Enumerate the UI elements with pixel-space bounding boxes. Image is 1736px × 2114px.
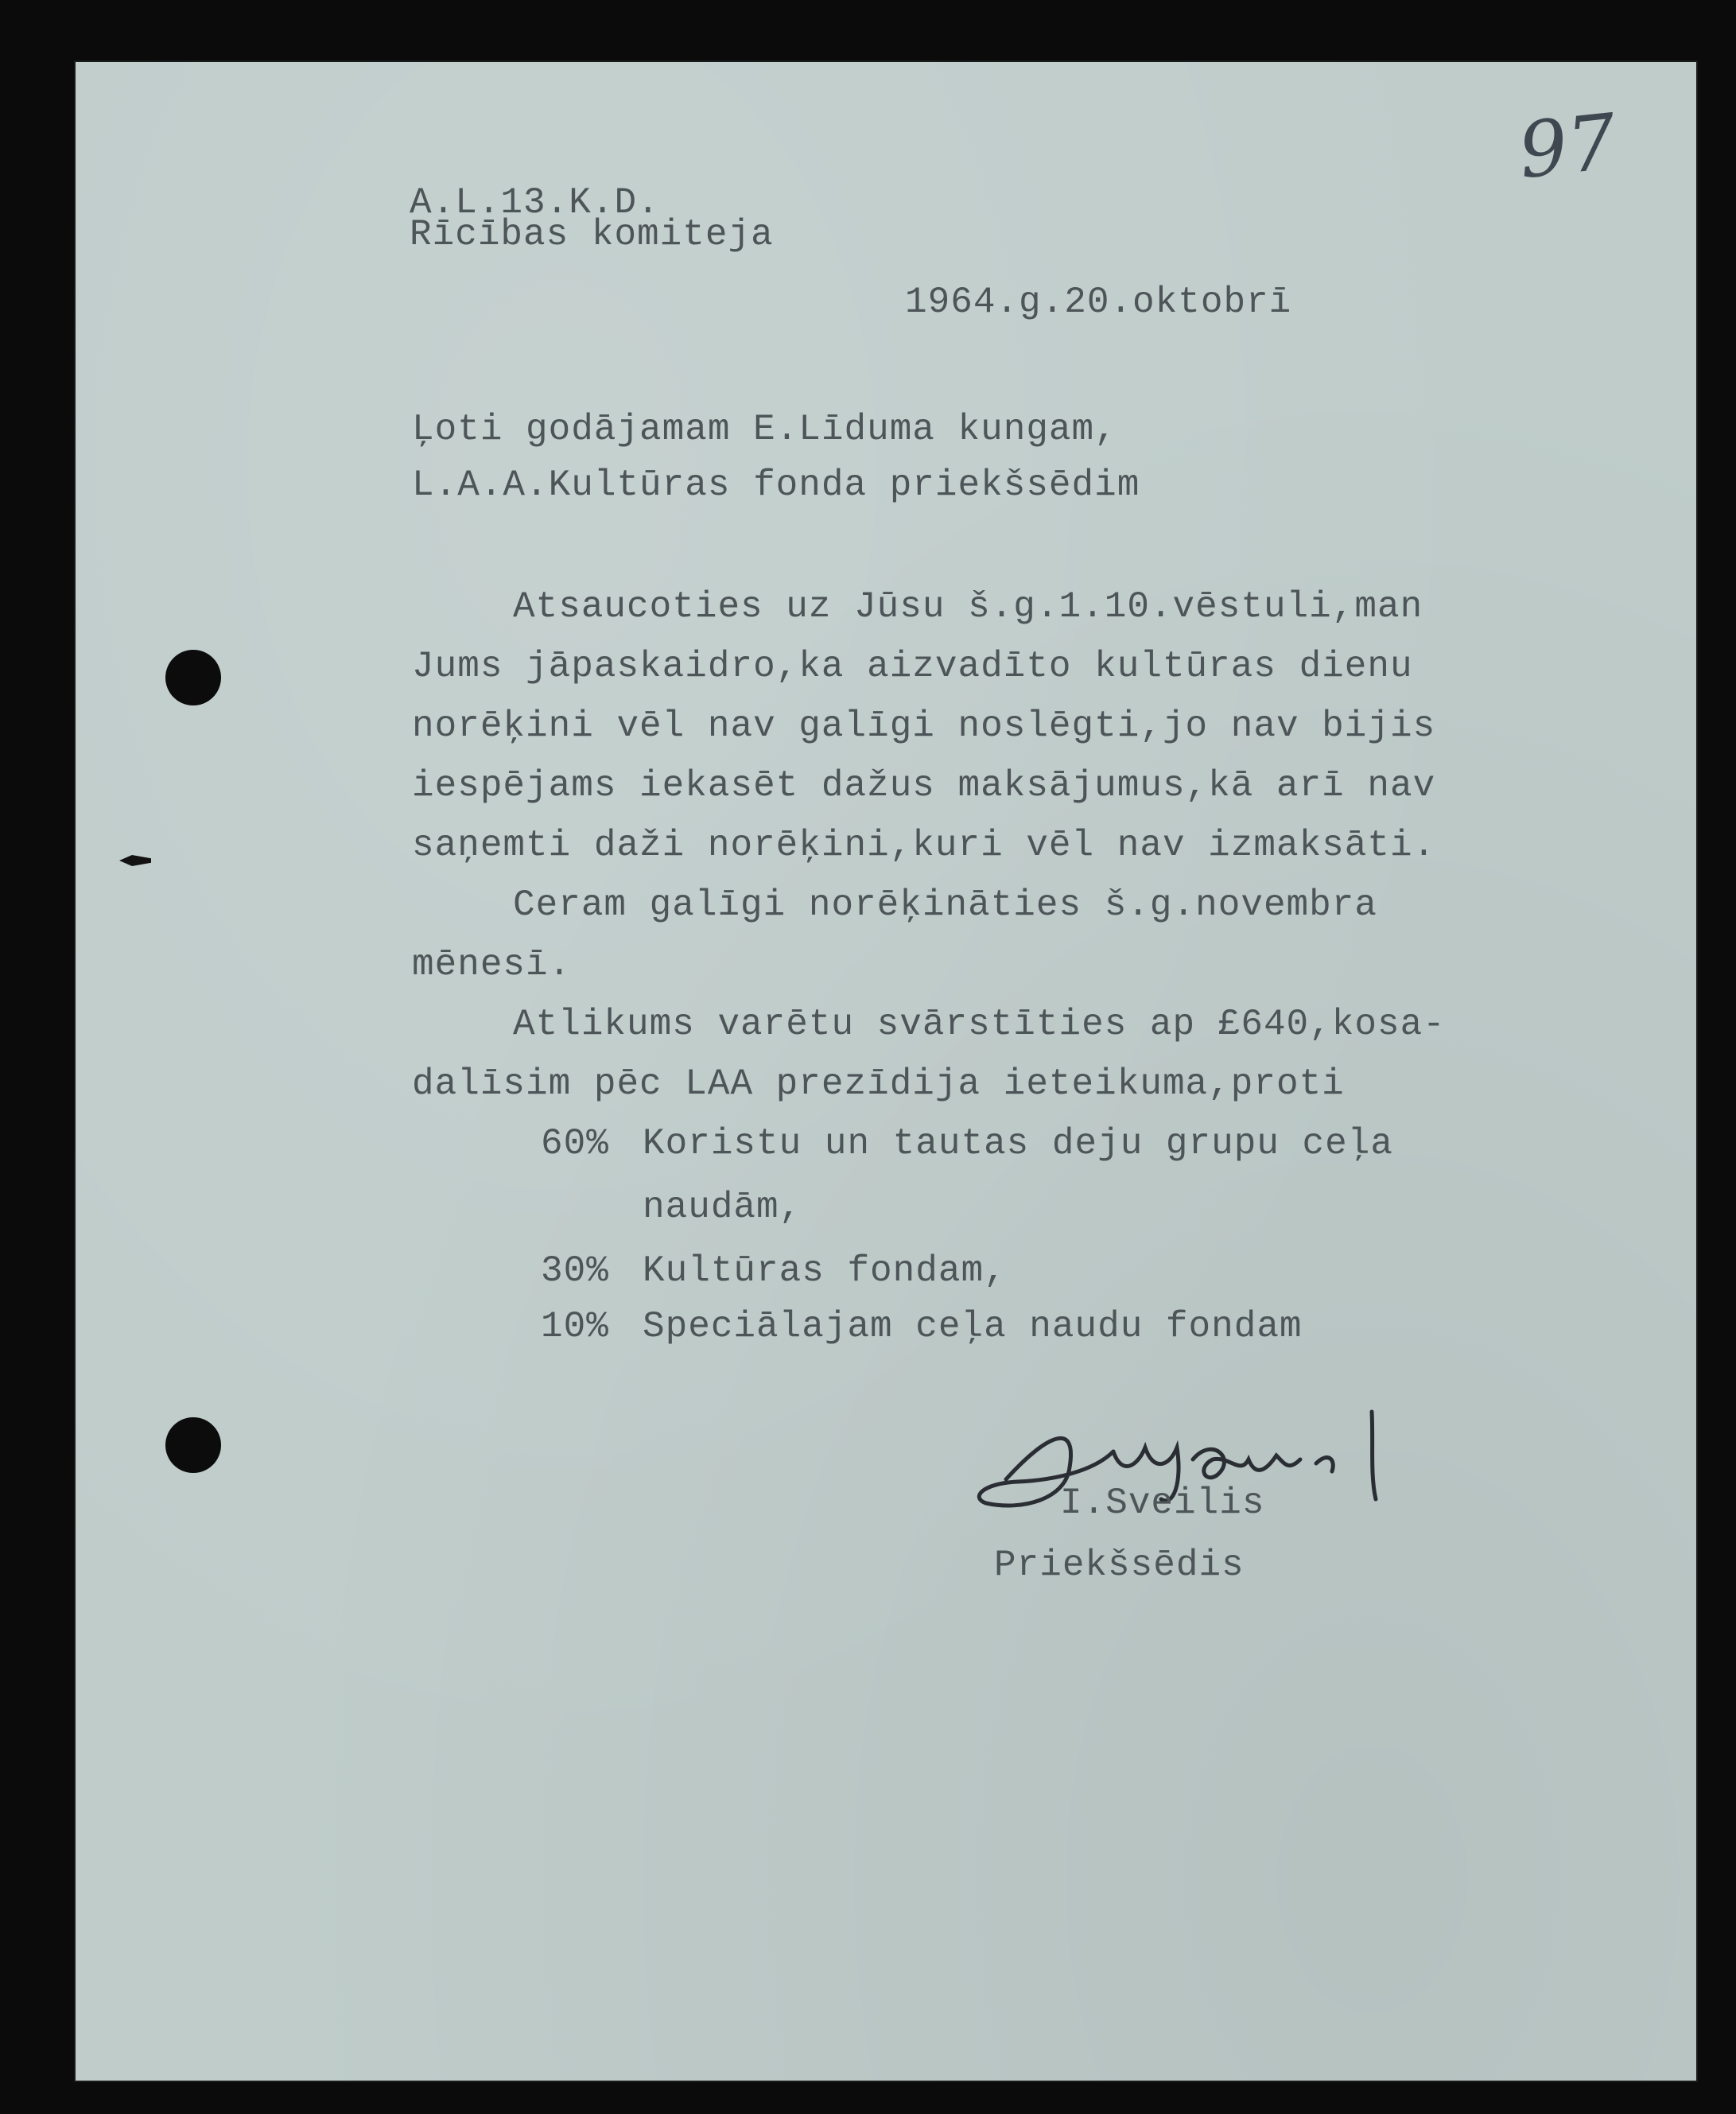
body-line: norēķini vēl nav galīgi noslēgti,jo nav bijis [412,705,1436,747]
signatory-name: I.Sveilis [1060,1483,1265,1524]
sender-line-2: Rīcības komiteja [410,214,774,255]
page-number: 97 [1514,96,1621,196]
addressee-line-2: L.A.A.Kultūras fonda priekšsēdim [412,464,1140,506]
body-line: iespējams iekasēt dažus maksājumus,kā arī nav [412,765,1436,806]
allocation-text: Speciālajam ceļa naudu fondam [643,1306,1303,1347]
signatory-title: Priekšsēdis [994,1545,1245,1586]
addressee-line-1: Ļoti godājamam E.Līduma kungam, [412,409,1117,450]
body-line: Jums jāpaskaidro,ka aizvadīto kultūras dienu [412,646,1413,687]
punch-hole-lower [165,1417,221,1473]
body-line: dalīsim pēc LAA prezīdija ieteikuma,proti [412,1063,1345,1105]
body-line: Ceram galīgi norēķināties š.g.novembra [513,884,1377,926]
sender-line-1: A.L.13.K.D. [410,182,660,223]
body-line: Atsaucoties uz Jūsu š.g.1.10.vēstuli,man [513,586,1423,628]
body-line: Atlikums varētu svārstīties ap £640,kosa- [513,1004,1446,1045]
allocation-percent: 60% [541,1123,609,1164]
allocation-percent: 30% [541,1250,609,1292]
body-line: saņemti daži norēķini,kuri vēl nav izmaksāti. [412,825,1436,866]
body-line: mēnesī. [412,944,572,985]
letter-date: 1964.g.20.oktobrī [905,282,1292,323]
allocation-text: Kultūras fondam, [643,1250,1007,1292]
allocation-percent: 10% [541,1306,609,1347]
allocation-text: naudām, [643,1187,802,1228]
allocation-text: Koristu un tautas deju grupu ceļa [643,1123,1393,1164]
punch-hole-upper [165,650,221,705]
